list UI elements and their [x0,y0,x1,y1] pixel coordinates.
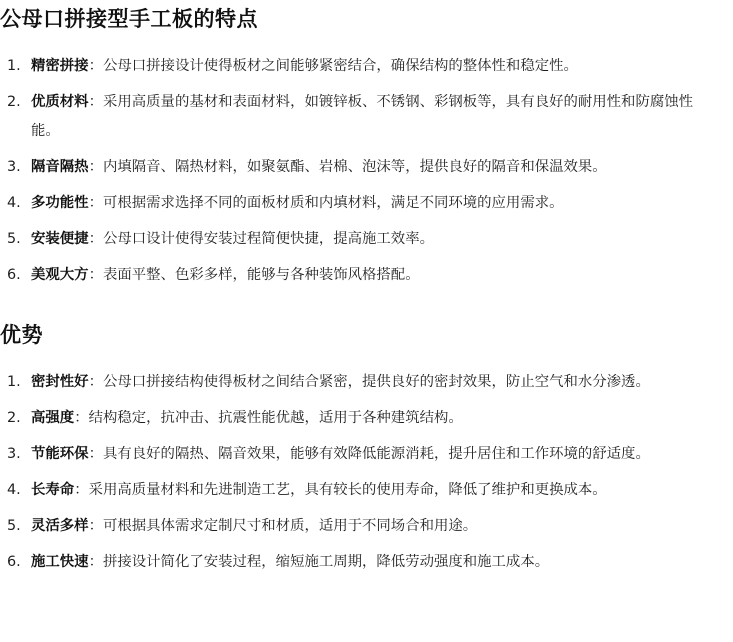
item-term: 隔音隔热 [31,158,89,175]
item-separator: ： [88,94,103,110]
item-number: 6. [7,554,21,570]
item-number: 1. [7,374,21,390]
item-number: 1. [7,58,21,74]
list-item [0,548,733,577]
item-term: 安装便捷 [31,230,89,247]
section-heading-advantages: 优势 [0,323,43,347]
item-term: 节能环保 [31,446,89,462]
item-term: 密封性好 [31,374,89,390]
item-term: 高强度 [31,410,75,426]
item-number: 2. [7,94,21,110]
list-item [0,88,733,145]
item-separator: ： [88,230,103,247]
item-term: 优质材料 [31,94,89,110]
item-text: 公母口设计使得安装过程简便快捷，提高施工效率。 [102,230,434,247]
item-text: 采用高质量材料和先进制造工艺，具有较长的使用寿命，降低了维护和更换成本。 [88,482,607,498]
item-separator: ： [88,446,103,462]
list-item [0,261,733,290]
list-item [0,368,733,397]
item-separator: ： [88,194,103,211]
list-item [0,153,733,182]
item-term: 精密拼接 [31,58,89,74]
item-separator: ： [88,58,103,74]
item-text: 采用高质量的基材和表面材料，如镀锌板、不锈钢、彩钢板等，具有良好的耐用性和防腐蚀性能。 [31,94,694,139]
item-separator: ： [88,554,103,570]
list-item [0,440,733,469]
item-separator: ： [88,158,103,175]
item-text: 可根据具体需求定制尺寸和材质，适用于不同场合和用途。 [102,518,478,534]
item-separator: ： [88,518,103,534]
item-separator: ： [74,482,89,498]
item-number: 4. [7,482,21,498]
features-list [0,52,733,297]
item-separator: ： [88,266,103,283]
list-item [0,476,733,505]
item-text: 公母口拼接设计使得板材之间能够紧密结合，确保结构的整体性和稳定性。 [102,58,578,74]
item-text: 可根据需求选择不同的面板材质和内填材料，满足不同环境的应用需求。 [102,194,564,211]
item-term: 美观大方 [31,266,89,283]
item-text: 结构稳定，抗冲击、抗震性能优越，适用于各种建筑结构。 [88,410,463,426]
advantages-list [0,368,733,584]
item-term: 长寿命 [31,482,75,498]
item-term: 多功能性 [31,194,89,211]
item-number: 3. [7,446,21,462]
item-separator: ： [88,374,103,390]
item-text: 具有良好的隔热、隔音效果，能够有效降低能源消耗，提升居住和工作环境的舒适度。 [102,446,650,462]
list-item [0,225,733,254]
item-number: 3. [7,158,21,175]
item-number: 6. [7,266,21,283]
list-item [0,52,733,81]
item-number: 5. [7,230,21,247]
item-number: 4. [7,194,21,211]
item-term: 灵活多样 [31,518,89,534]
item-text: 拼接设计简化了安装过程，缩短施工周期，降低劳动强度和施工成本。 [102,554,550,570]
section-heading-features: 公母口拼接型手工板的特点 [0,7,258,31]
item-number: 5. [7,518,21,534]
list-item [0,404,733,433]
item-text: 表面平整、色彩多样，能够与各种装饰风格搭配。 [102,266,420,283]
list-item [0,512,733,541]
item-text: 公母口拼接结构使得板材之间结合紧密，提供良好的密封效果，防止空气和水分渗透。 [102,374,650,390]
list-item [0,189,733,218]
item-term: 施工快速 [31,554,89,570]
item-number: 2. [7,410,21,426]
item-separator: ： [74,410,89,426]
item-text: 内填隔音、隔热材料，如聚氨酯、岩棉、泡沫等，提供良好的隔音和保温效果。 [102,158,607,175]
